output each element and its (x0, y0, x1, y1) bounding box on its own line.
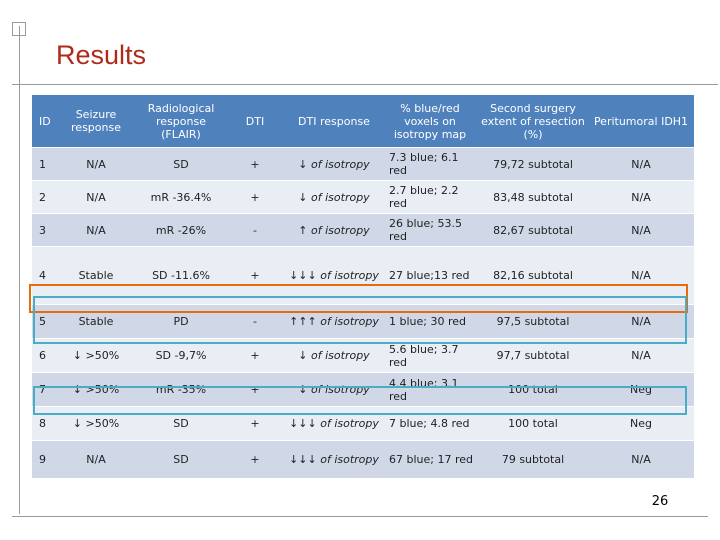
decorative-bottom-line (12, 516, 708, 517)
cell-dti: - (224, 305, 286, 339)
header-id: ID (32, 95, 54, 148)
cell-dti: - (224, 214, 286, 247)
cell-idh1: N/A (588, 181, 694, 214)
cell-second-surgery: 100 total (478, 407, 588, 441)
cell-radiological: SD (138, 407, 224, 441)
cell-voxels: 1 blue; 30 red (382, 305, 478, 339)
cell-id: 5 (32, 305, 54, 339)
cell-idh1: N/A (588, 148, 694, 181)
cell-id: 1 (32, 148, 54, 181)
cell-idh1: N/A (588, 339, 694, 373)
cell-dti: + (224, 407, 286, 441)
highlight-box-teal-upper (33, 296, 687, 344)
cell-seizure: N/A (54, 441, 138, 479)
cell-radiological: SD -9,7% (138, 339, 224, 373)
cell-idh1: N/A (588, 247, 694, 305)
cell-dti: + (224, 339, 286, 373)
cell-idh1: Neg (588, 407, 694, 441)
cell-seizure: N/A (54, 214, 138, 247)
header-dti: DTI (224, 95, 286, 148)
cell-second-surgery: 82,16 subtotal (478, 247, 588, 305)
cell-voxels: 27 blue;13 red (382, 247, 478, 305)
cell-id: 6 (32, 339, 54, 373)
cell-id: 3 (32, 214, 54, 247)
cell-voxels: 5.6 blue; 3.7 red (382, 339, 478, 373)
cell-id: 9 (32, 441, 54, 479)
cell-radiological: mR -36.4% (138, 181, 224, 214)
cell-radiological: SD -11.6% (138, 247, 224, 305)
cell-id: 7 (32, 373, 54, 407)
cell-radiological: mR -35% (138, 373, 224, 407)
cell-voxels: 7.3 blue; 6.1 red (382, 148, 478, 181)
cell-dti: + (224, 247, 286, 305)
cell-dti-response: ↓↓↓ of isotropy (286, 441, 382, 479)
cell-dti-response: ↓ of isotropy (286, 148, 382, 181)
cell-radiological: SD (138, 148, 224, 181)
cell-seizure: ↓ >50% (54, 373, 138, 407)
cell-seizure: ↓ >50% (54, 407, 138, 441)
cell-voxels: 4.4 blue; 3.1 red (382, 373, 478, 407)
cell-voxels: 2.7 blue; 2.2 red (382, 181, 478, 214)
cell-idh1: N/A (588, 214, 694, 247)
cell-dti: + (224, 441, 286, 479)
table-row (32, 148, 694, 181)
cell-second-surgery: 79 subtotal (478, 441, 588, 479)
cell-dti-response: ↓ of isotropy (286, 373, 382, 407)
cell-id: 2 (32, 181, 54, 214)
cell-voxels: 67 blue; 17 red (382, 441, 478, 479)
decorative-horizontal-line (12, 84, 718, 85)
header-seizure-response: Seizure response (54, 95, 138, 148)
highlight-box-teal-lower (33, 386, 687, 415)
cell-dti-response: ↓↓↓ of isotropy (286, 407, 382, 441)
cell-id: 8 (32, 407, 54, 441)
cell-radiological: mR -26% (138, 214, 224, 247)
cell-radiological: SD (138, 441, 224, 479)
header-dti-response: DTI response (286, 95, 382, 148)
cell-seizure: ↓ >50% (54, 339, 138, 373)
page-number: 26 (651, 494, 669, 509)
cell-dti-response: ↓ of isotropy (286, 339, 382, 373)
cell-second-surgery: 79,72 subtotal (478, 148, 588, 181)
cell-dti: + (224, 373, 286, 407)
header-peritumoral-idh1: Peritumoral IDH1 (588, 95, 694, 148)
cell-dti-response: ↑ of isotropy (286, 214, 382, 247)
cell-dti-response: ↓↓↓ of isotropy (286, 247, 382, 305)
decorative-vertical-line (19, 26, 20, 514)
cell-second-surgery: 100 total (478, 373, 588, 407)
cell-seizure: Stable (54, 305, 138, 339)
slide-title: Results (56, 40, 147, 70)
header-voxels: % blue/red voxels on isotropy map (382, 95, 478, 148)
cell-seizure: N/A (54, 181, 138, 214)
table-row (32, 214, 694, 247)
cell-second-surgery: 82,67 subtotal (478, 214, 588, 247)
cell-dti-response: ↑↑↑ of isotropy (286, 305, 382, 339)
cell-dti-response: ↓ of isotropy (286, 181, 382, 214)
header-radiological-response: Radiological response (FLAIR) (138, 95, 224, 148)
cell-voxels: 7 blue; 4.8 red (382, 407, 478, 441)
cell-second-surgery: 97,5 subtotal (478, 305, 588, 339)
cell-idh1: N/A (588, 441, 694, 479)
cell-second-surgery: 97,7 subtotal (478, 339, 588, 373)
table-row (32, 441, 694, 479)
cell-seizure: Stable (54, 247, 138, 305)
cell-second-surgery: 83,48 subtotal (478, 181, 588, 214)
cell-idh1: N/A (588, 305, 694, 339)
cell-idh1: Neg (588, 373, 694, 407)
cell-seizure: N/A (54, 148, 138, 181)
cell-dti: + (224, 148, 286, 181)
header-second-surgery: Second surgery extent of resection (%) (478, 95, 588, 148)
table-row (32, 181, 694, 214)
cell-id: 4 (32, 247, 54, 305)
cell-radiological: PD (138, 305, 224, 339)
cell-voxels: 26 blue; 53.5 red (382, 214, 478, 247)
cell-dti: + (224, 181, 286, 214)
table-header-row (32, 95, 694, 148)
